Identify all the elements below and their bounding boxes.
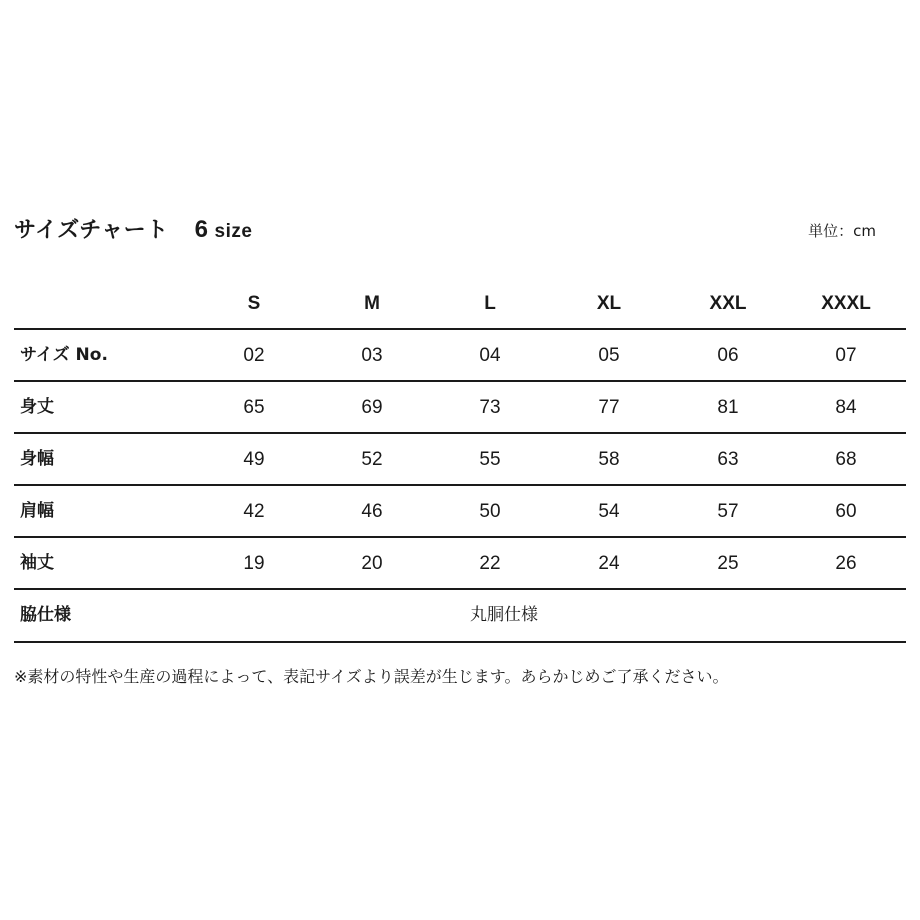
table-cell: 07 [835,345,857,366]
side-spec-value: 丸胴仕様 [470,605,538,625]
row-label: 身幅 [20,449,54,469]
size-header-row [14,280,906,328]
table-cell: 55 [479,449,501,470]
table-cell: 26 [835,553,857,574]
table-cell: 77 [598,397,620,418]
table-cell: 73 [479,397,501,418]
table-cell: 58 [598,449,620,470]
table-cell: 57 [717,501,739,522]
disclaimer-note: ※素材の特性や生産の過程によって、表記サイズより誤差が生じます。あらかじめご了承ください。 [14,667,729,686]
table-cell: 69 [361,397,383,418]
unit-label: 単位：cm [808,222,876,240]
table-cell: 65 [243,397,265,418]
table-cell: 50 [479,501,501,522]
table-cell: 19 [243,553,265,574]
size-header-m: M [364,293,380,314]
row-label: 袖丈 [20,553,54,573]
table-row-body-width [14,432,906,485]
table-row-body-length [14,380,906,433]
table-cell: 25 [717,553,739,574]
row-label: 身丈 [20,397,54,417]
table-cell: 20 [361,553,383,574]
table-cell: 84 [835,397,857,418]
table-row-size-no [14,328,906,381]
title-size-word: size [214,221,253,242]
table-cell: 04 [479,345,501,366]
table-cell: 68 [835,449,857,470]
size-header-l: L [484,293,496,314]
size-header-xl: XL [596,293,622,314]
table-row-side-spec [14,588,906,643]
row-label: 肩幅 [20,501,54,521]
page-title [14,213,252,244]
size-header-xxxl: XXXL [821,293,871,314]
table-row-shoulder-width [14,484,906,537]
table-cell: 24 [598,553,620,574]
table-cell: 49 [243,449,265,470]
table-cell: 52 [361,449,383,470]
table-cell: 81 [717,397,739,418]
title-main: サイズチャート [14,218,169,243]
table-cell: 42 [243,501,265,522]
table-cell: 22 [479,553,501,574]
table-cell: 60 [835,501,857,522]
size-header-s: S [247,293,261,314]
table-cell: 06 [717,345,739,366]
table-cell: 54 [598,501,620,522]
row-label: 脇仕様 [20,605,71,625]
table-cell: 46 [361,501,383,522]
table-cell: 03 [361,345,383,366]
table-cell: 63 [717,449,739,470]
table-row-sleeve-length [14,536,906,589]
table-cell: 02 [243,345,265,366]
title-size-count: 6 [194,216,209,243]
table-cell: 05 [598,345,620,366]
size-header-xxl: XXL [709,293,747,314]
row-label: サイズ No. [20,345,108,365]
